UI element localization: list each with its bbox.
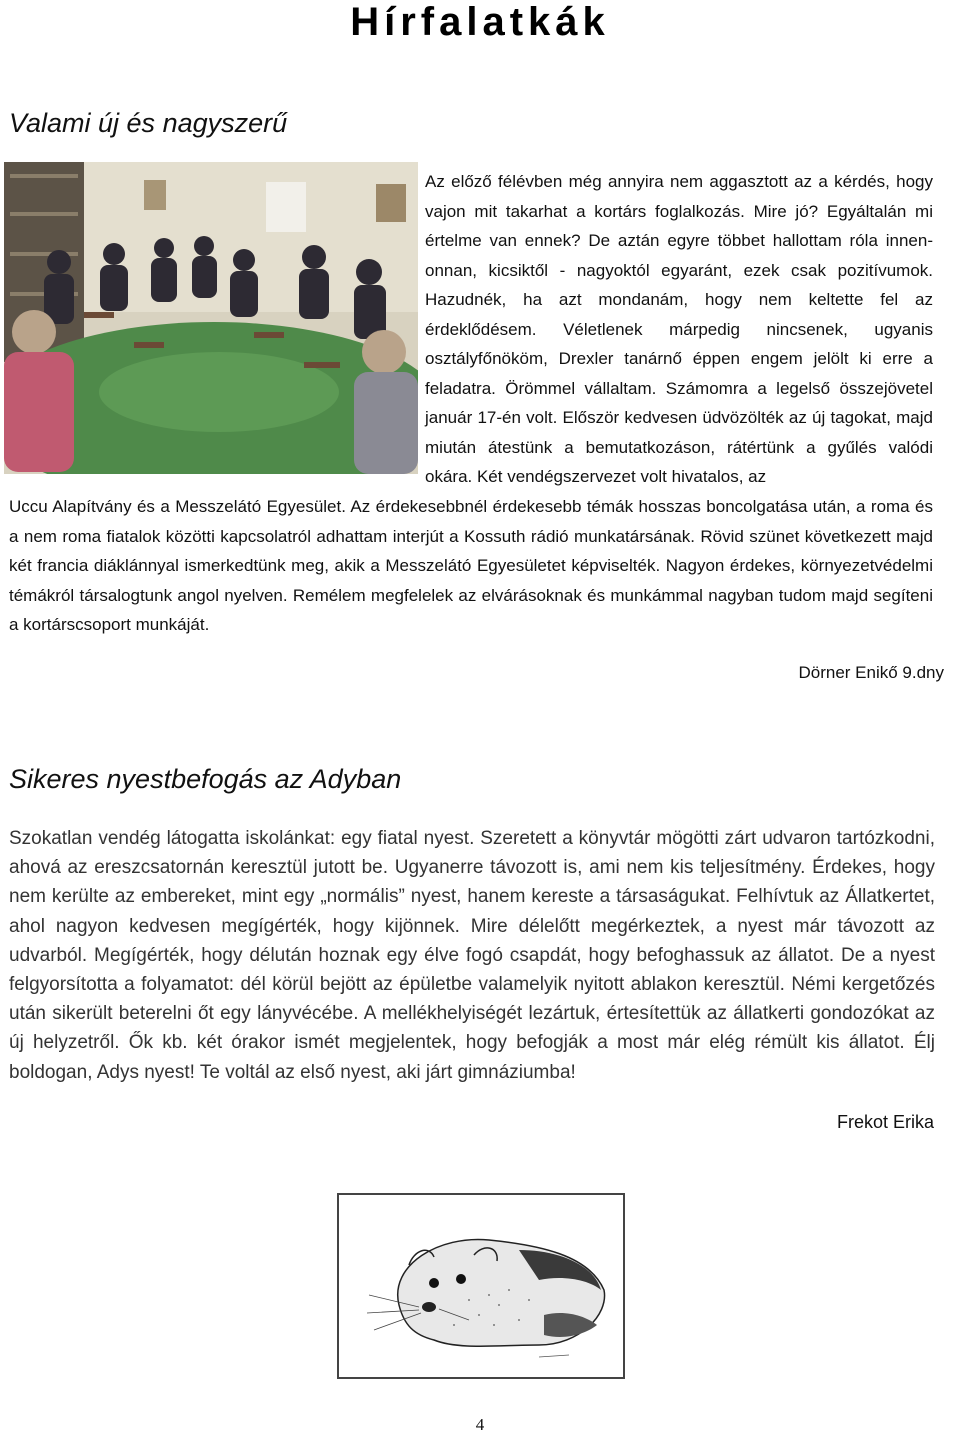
masthead-title: Hírfalatkák [350,0,610,44]
photo-illustration [4,162,418,474]
group-discussion-photo [4,162,418,474]
marten-drawing [337,1193,625,1379]
article2-text: Szokatlan vendég látogatta iskolánkat: egy fiatal nyest. Szeretett a könyvtár mögötti zárt udvaron tartózkodni, ahová az ereszcsatornán keresztül jutott be. Ugyanerre távozott is, ami nem kis teljesítmény. Érdekes, hogy nem kerülte az embereket, mint egy „normális” nyest, hanem kereste a társaságukat. Felhívtuk az Állatkertet, ahol nagyon kedvesen megígérték, hogy kijönnek. Mire délelőtt megérkeztek, a nyest már távozott az udvarból. Megígérték, hogy délután hoznak egy élve fogó csapdát, hogy befoghassuk az állatot. De a nyest felgyorsította a folyamatot: dél körül bejött az épületbe valamelyik nyitott ablakon keresztül. Némi kergetőzés után sikerült beterelni őt egy lányvécébe. A mellékhelyiségét lezártuk, értesítettük az állatkerti gondozókat az új helyzetről. Ők kb. két órakor ismét megjelentek, hogy befogják a most már elég rémült kis állatot. Élj boldogan, Adys nyest! Te voltál az első nyest, aki járt gimnáziumba! [9,828,935,1083]
marten-sketch-icon [339,1195,623,1377]
article2-title: Sikeres nyestbefogás az Adyban [9,764,402,794]
article2-author: Frekot Erika [836,1112,934,1132]
article1-text-wrapped: Az előző félévben még annyira nem aggasztott az a kérdés, hogy vajon mit takarhat a kortárs foglalkozás. Mire jó? Egyáltalán mi értelme van ennek? De aztán egyre többet hallottam róla innen-onnan, kicsiktől - nagyoktól egyaránt, ezek csak pozitívumok. Hazudnék, ha azt mondanám, hogy nem keltette fel az érdeklődésem. Véletlenek márpedig nincsenek, ugyanis osztályfőnököm, Drexler tanárnő éppen engem jelölt ki erre a feladatra. Örömmel vállaltam. Számomra a legelső összejövetel január 17-én volt. Először kedvesen üdvözölték az új tagokat, majd miután átestünk a bemutatkozáson, rátértünk a gyűlés valódi okára. Két vendégszervezet volt hivatalos, az [425,172,933,486]
article1-author: Dörner Enikő 9.dny [798,663,944,682]
article1-text-full: Uccu Alapítvány és a Messzelátó Egyesület. Az érdekesebbnél érdekesebb témák hosszas boncolgatása után, a roma és a nem roma fiatalok közötti kapcsolatról adhattam interjút a Kossuth rádió munkatársának. Rövid szünet következett majd két francia diáklánnyal ismerkedtünk meg, akik a Messzelátó Egyesületet képviselték. Nagyon érdekes, környezetvédelmi témákról társalogtunk angol nyelven. Remélem megfelelek az elvárásoknak és munkámmal nagyban tudom majd segíteni a kortárscsoport munkáját. [9,497,933,634]
page-number: 4 [475,1415,485,1434]
article1-title: Valami új és nagyszerű [9,108,288,138]
